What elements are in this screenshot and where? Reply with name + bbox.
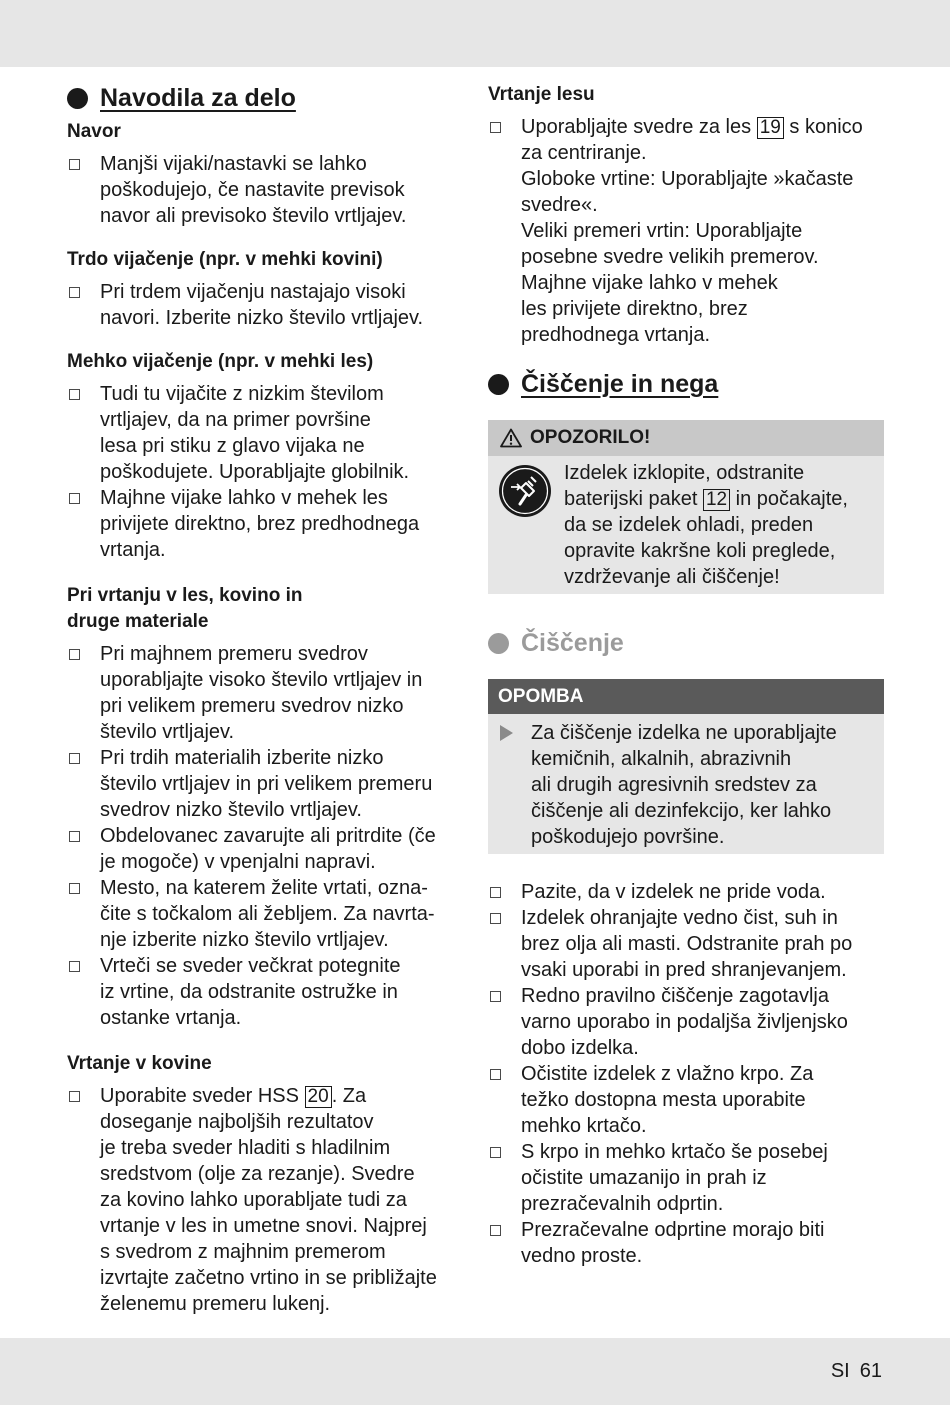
play-arrow-icon (500, 725, 513, 741)
language-code: SI (830, 1360, 850, 1382)
subheading-trdo: Trdo vijačenje (npr. v mehki kovini) (67, 249, 383, 270)
checkbox-square-icon (69, 159, 80, 170)
list-item: Uporabite sveder HSS 20 . Za doseganje najboljših rezultatov je treba sveder hladiti s hladilnim sredstvom (olje za rezanje). Svedre za kovino lahko uporabljate tudi za vrtanje v les in umetne snovi. Najprej s svedrom z majhnim premerom izvrtajte začetno vrtino in se približajte želenemu premeru lukenj. (67, 1083, 467, 1317)
list-item: Pazite, da v izdelek ne pride voda. (488, 879, 884, 905)
section-heading-ciscenje-nega (488, 368, 718, 400)
list-item: Pri trdem vijačenju nastajajo visoki navori. Izberite nizko število vrtljajev. (67, 279, 467, 331)
section-title: Navodila za delo (100, 83, 296, 112)
care-list (488, 879, 884, 1269)
list-item: S krpo in mehko krtačo še posebej očistite umazanijo in prah iz prezračevalnih odprtin. (488, 1139, 884, 1217)
warning-triangle-icon (500, 428, 522, 448)
left-column (67, 82, 467, 1317)
checkbox-square-icon (490, 887, 501, 898)
list-item: Manjši vijaki/nastavki se lahko poškodujejo, če nastavite previsok navor ali previsoko število vrtljajev. (67, 151, 467, 229)
warning-box (488, 420, 884, 594)
note-box (488, 679, 884, 854)
subheading-navor: Navor (67, 121, 121, 142)
section-title: Čiščenje in nega (521, 369, 719, 398)
header-band (0, 0, 950, 67)
list-item: Prezračevalne odprtine morajo biti vedno proste. (488, 1217, 884, 1269)
checkbox-square-icon (490, 122, 501, 133)
list-item: Obdelovanec zavarujte ali pritrdite (če je mogoče) v vpenjalni napravi. (67, 823, 467, 875)
bullet-dot-icon (488, 374, 509, 395)
checkbox-square-icon (69, 389, 80, 400)
checkbox-square-icon (490, 991, 501, 1002)
subheading-kovine: Vrtanje v kovine (67, 1053, 212, 1074)
checkbox-square-icon (490, 1147, 501, 1158)
checkbox-square-icon (69, 1091, 80, 1102)
checkbox-square-icon (69, 883, 80, 894)
list-item: Majhne vijake lahko v mehek les privijete direktno, brez predhodnega vrtanja. (67, 485, 467, 563)
list-item: Izdelek ohranjajte vedno čist, suh in brez olja ali masti. Odstranite prah po vsaki uporabi in pred shranjevanjem. (488, 905, 884, 983)
kovine-list (67, 1083, 467, 1317)
note-header: OPOMBA (488, 679, 884, 714)
checkbox-square-icon (69, 287, 80, 298)
part-reference: 12 (703, 489, 730, 511)
right-column (488, 82, 884, 1322)
page-number (831, 1360, 882, 1383)
part-reference: 20 (305, 1086, 332, 1108)
bullet-dot-icon (67, 88, 88, 109)
mehko-list (67, 381, 467, 563)
list-item: Uporabljajte svedre za les 19 s konico za centriranje. Globoke vrtine: Uporabljajte »kačaste svedre«. Veliki premeri vrtin: Uporabljajte posebne svedre velikih premerov. Majhne vijake lahko v mehek les privijete direktno, brez predhodnega vrtanja. (488, 114, 884, 348)
trdo-list (67, 279, 467, 331)
section-heading-navodila (67, 82, 467, 114)
subheading-vrtanje-lesu: Vrtanje lesu (488, 84, 595, 105)
checkbox-square-icon (69, 831, 80, 842)
unplug-pictogram-icon (498, 464, 552, 518)
checkbox-square-icon (490, 913, 501, 924)
list-item: Redno pravilno čiščenje zagotavlja varno uporabo in podaljša življenjsko dobo izdelka. (488, 983, 884, 1061)
warning-text: Izdelek izklopite, odstranite baterijski paket 12 in počakajte, da se izdelek ohladi, preden opravite kakršne koli preglede, vzdrževanje ali čiščenje! (488, 456, 884, 594)
list-item: Vrteči se sveder večkrat potegnite iz vrtine, da odstranite ostružke in ostanke vrtanja. (67, 953, 467, 1031)
checkbox-square-icon (490, 1225, 501, 1236)
les-list (488, 114, 884, 348)
bullet-dot-icon (488, 633, 509, 654)
checkbox-square-icon (69, 753, 80, 764)
subheading-vrtanje-les: Pri vrtanju v les, kovino in druge materiale (67, 585, 303, 632)
footer-band (0, 1338, 950, 1405)
warning-label: OPOZORILO! (530, 427, 651, 448)
page-number-value: 61 (859, 1360, 882, 1382)
note-text: Za čiščenje izdelka ne uporabljajte kemičnih, alkalnih, abrazivnih ali drugih agresivnih sredstev za čiščenje ali dezinfekcijo, ker lahko poškodujejo površine. (488, 714, 884, 854)
list-item: Mesto, na katerem želite vrtati, ozna- čite s točkalom ali žebljem. Za navrta- nje izberite nizko število vrtljajev. (67, 875, 467, 953)
part-reference: 19 (757, 117, 784, 139)
list-item: Tudi tu vijačite z nizkim številom vrtljajev, da na primer površine lesa pri stiku z glavo vijaka ne poškodujete. Uporabljajte globilnik. (67, 381, 467, 485)
vrtanje-list (67, 641, 467, 1031)
warning-header (488, 420, 884, 456)
list-item: Očistite izdelek z vlažno krpo. Za težko dostopna mesta uporabite mehko krtačo. (488, 1061, 884, 1139)
list-item: Pri majhnem premeru svedrov uporabljajte visoko število vrtljajev in pri velikem premeru svedrov nizko število vrtljajev. (67, 641, 467, 745)
checkbox-square-icon (69, 493, 80, 504)
navor-list (67, 151, 467, 229)
checkbox-square-icon (69, 649, 80, 660)
list-item: Pri trdih materialih izberite nizko število vrtljajev in pri velikem premeru svedrov nizko število vrtljajev. (67, 745, 467, 823)
subheading-mehko: Mehko vijačenje (npr. v mehki les) (67, 351, 374, 372)
section-heading-ciscenje (488, 627, 624, 659)
section-title: Čiščenje (521, 628, 624, 657)
checkbox-square-icon (490, 1069, 501, 1080)
checkbox-square-icon (69, 961, 80, 972)
